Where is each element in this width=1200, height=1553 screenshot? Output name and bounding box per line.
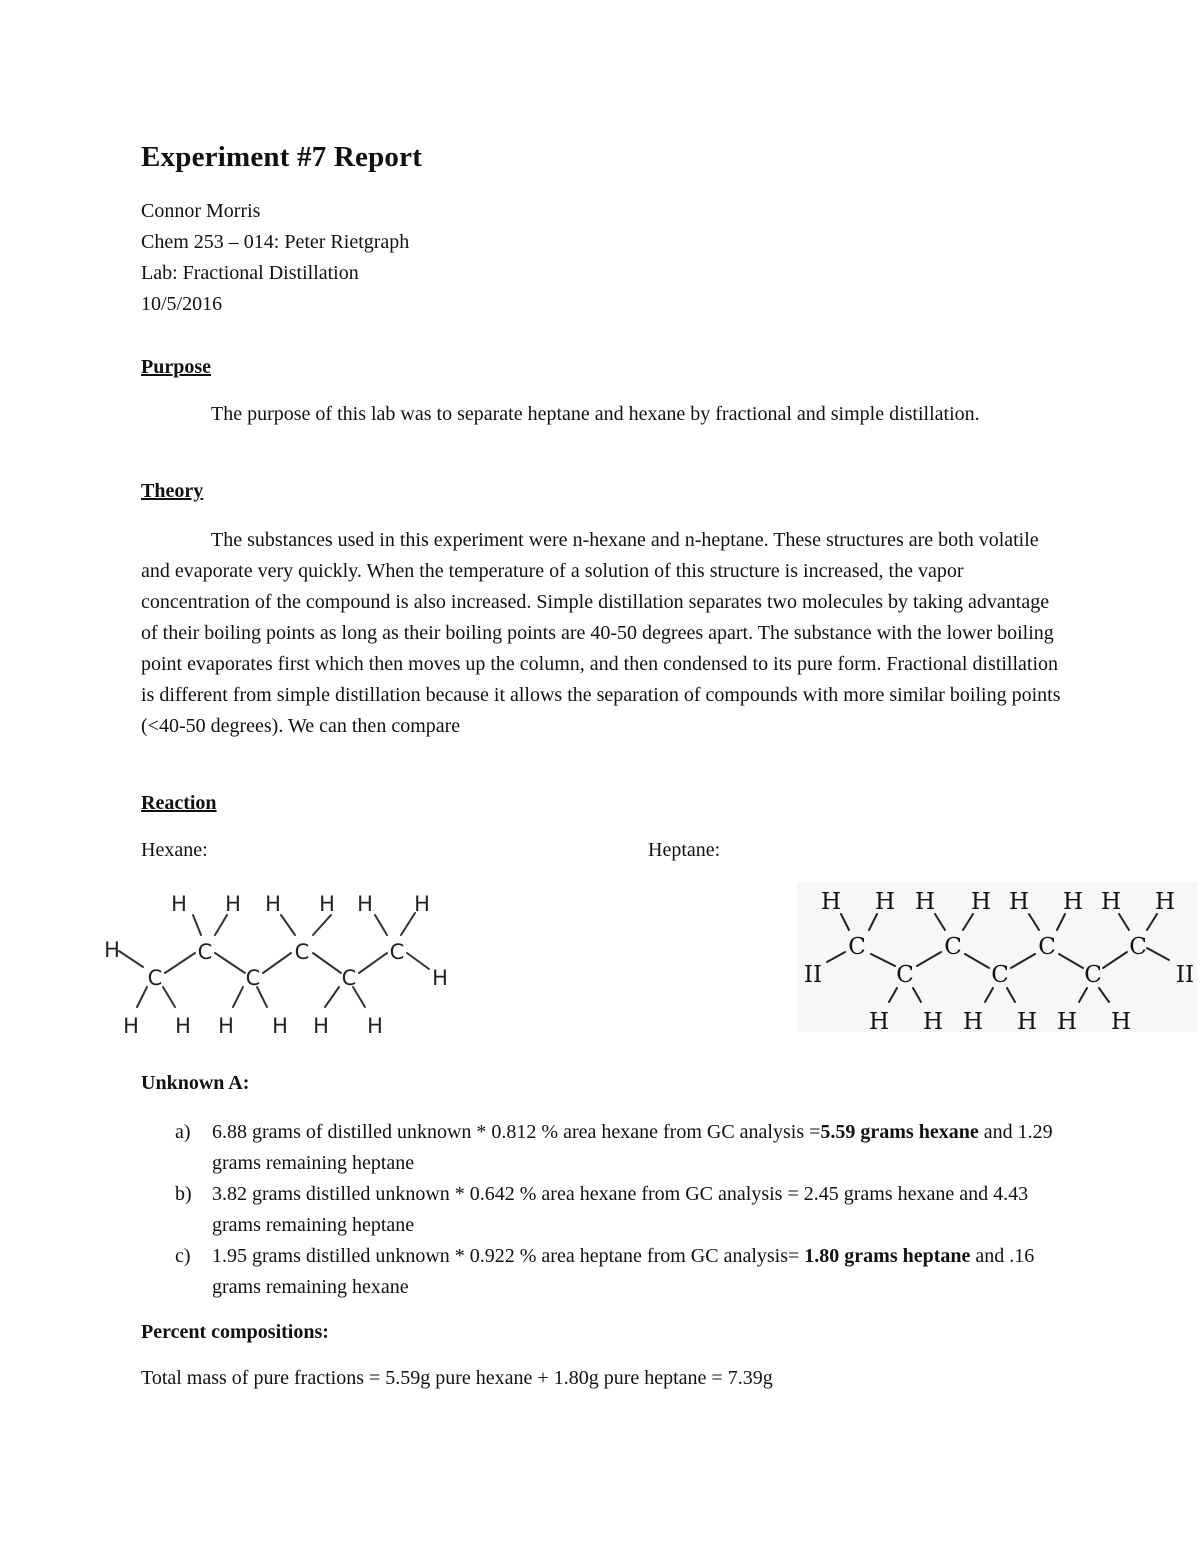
- heptane-hydrogen: H: [874, 889, 896, 915]
- heptane-label: Heptane:: [648, 839, 721, 861]
- hexane-carbon: C: [389, 940, 405, 964]
- list-marker: c): [175, 1245, 191, 1267]
- list-item-bold-result: 1.80 grams heptane: [804, 1245, 971, 1267]
- hexane-label: Hexane:: [141, 839, 208, 861]
- purpose-heading: Purpose: [141, 356, 211, 378]
- list-item-text: 1.95 grams distilled unknown * 0.922 % area heptane from GC analysis=: [212, 1245, 805, 1267]
- total-mass-line: Total mass of pure fractions = 5.59g pure hexane + 1.80g pure heptane = 7.39g: [141, 1367, 773, 1389]
- author-name: Connor Morris: [141, 200, 261, 222]
- heptane-hydrogen: H: [914, 889, 936, 915]
- hexane-hydrogen: H: [171, 892, 187, 916]
- reaction-heading: Reaction: [141, 792, 217, 814]
- hexane-hydrogen: H: [319, 892, 335, 916]
- list-item: [141, 1179, 1061, 1241]
- hexane-hydrogen: H: [313, 1014, 329, 1038]
- hexane-hydrogen: H: [175, 1014, 191, 1038]
- heptane-end-hydrogen: II: [1175, 962, 1195, 988]
- heptane-carbon: C: [1129, 934, 1147, 960]
- heptane-hydrogen: H: [1154, 889, 1176, 915]
- heptane-hydrogen: H: [962, 1009, 984, 1032]
- list-item-text-continued: and .16 grams remaining hexane: [212, 1245, 1035, 1298]
- heptane-hydrogen: H: [922, 1009, 944, 1032]
- theory-heading: Theory: [141, 480, 204, 502]
- list-marker: a): [175, 1121, 191, 1143]
- hexane-hydrogen: H: [272, 1014, 288, 1038]
- list-marker: b): [175, 1183, 192, 1205]
- heptane-carbon: C: [944, 934, 962, 960]
- hexane-carbon: C: [294, 940, 310, 964]
- heptane-carbon: C: [848, 934, 866, 960]
- hexane-carbon: C: [245, 966, 261, 990]
- heptane-hydrogen: H: [970, 889, 992, 915]
- hexane-hydrogen: H: [225, 892, 241, 916]
- list-item: [141, 1241, 1061, 1303]
- list-item-bold-result: 5.59 grams hexane: [820, 1121, 979, 1143]
- hexane-structure-diagram: [95, 885, 465, 1045]
- hexane-carbon: C: [147, 966, 163, 990]
- heptane-structure-diagram: [797, 882, 1197, 1032]
- heptane-hydrogen: H: [1062, 889, 1084, 915]
- heptane-hydrogen: H: [1056, 1009, 1078, 1032]
- heptane-hydrogen: H: [1110, 1009, 1132, 1032]
- hexane-hydrogen: H: [414, 892, 430, 916]
- list-item-text: 3.82 grams distilled unknown * 0.642 % area hexane from GC analysis = 2.45 grams hexane and 4.43 grams remaining heptane: [212, 1183, 1029, 1236]
- heptane-hydrogen: H: [1100, 889, 1122, 915]
- hexane-hydrogen: H: [218, 1014, 234, 1038]
- list-item: [141, 1117, 1061, 1179]
- theory-paragraph: The substances used in this experiment were n-hexane and n-heptane. These structures are both volatile and evaporate very quickly. When the temperature of a solution of this structure is increased, the vapor concentration of the compound is also increased. Simple distillation separates two molecules by taking advantage of their boiling points as long as their boiling points are 40-50 degrees apart. The substance with the lower boiling point evaporates first which then moves up the column, and then condensed to its pure form. Fractional distillation is different from simple distillation because it allows the separation of compounds with more similar boiling points (<40-50 degrees). We can then compare: [141, 529, 1061, 737]
- percent-compositions-heading: Percent compositions:: [141, 1321, 329, 1343]
- heptane-carbon: C: [896, 962, 914, 988]
- hexane-carbon: C: [197, 940, 213, 964]
- hexane-hydrogen: H: [357, 892, 373, 916]
- unknown-a-heading: Unknown A:: [141, 1072, 250, 1094]
- unknown-a-list: [141, 1117, 1061, 1303]
- lab-line: Lab: Fractional Distillation: [141, 262, 359, 284]
- heptane-hydrogen: H: [1016, 1009, 1038, 1032]
- hexane-hydrogen: H: [123, 1014, 139, 1038]
- date-line: 10/5/2016: [141, 293, 223, 315]
- heptane-carbon: C: [1084, 962, 1102, 988]
- heptane-hydrogen: H: [868, 1009, 890, 1032]
- hexane-hydrogen: H: [432, 966, 448, 990]
- hexane-hydrogen: H: [265, 892, 281, 916]
- course-line: Chem 253 – 014: Peter Rietgraph: [141, 231, 410, 253]
- hexane-hydrogen: H: [367, 1014, 383, 1038]
- list-item-text-continued: and 1.29 grams remaining heptane: [212, 1121, 1053, 1174]
- hexane-carbon: C: [341, 966, 357, 990]
- heptane-carbon: C: [1038, 934, 1056, 960]
- list-item-text: 6.88 grams of distilled unknown * 0.812 % area hexane from GC analysis =: [212, 1121, 821, 1143]
- report-title: Experiment #7 Report: [141, 141, 423, 173]
- heptane-end-hydrogen: II: [803, 962, 823, 988]
- heptane-carbon: C: [991, 962, 1009, 988]
- heptane-hydrogen: H: [820, 889, 842, 915]
- hexane-hydrogen: H: [104, 938, 120, 962]
- heptane-hydrogen: H: [1008, 889, 1030, 915]
- purpose-paragraph: The purpose of this lab was to separate heptane and hexane by fractional and simple distillation.: [211, 403, 980, 425]
- hexane-bonds: [119, 913, 429, 1007]
